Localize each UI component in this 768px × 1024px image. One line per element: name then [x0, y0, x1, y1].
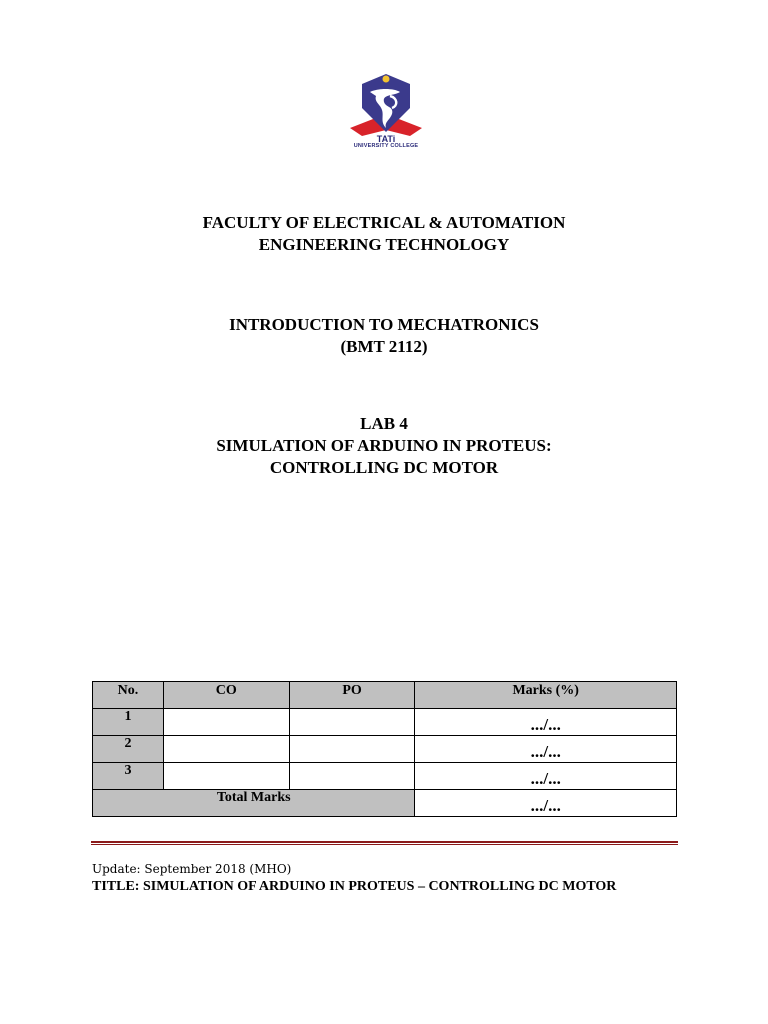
- logo-subtitle: UNIVERSITY COLLEGE: [353, 143, 419, 149]
- row-marks-cell[interactable]: .../...: [415, 763, 677, 790]
- footer-divider: [91, 841, 678, 845]
- row-marks-cell[interactable]: .../...: [415, 709, 677, 736]
- table-row: [93, 709, 677, 736]
- footer-update: Update: September 2018 (MHO): [92, 862, 292, 876]
- footer-title: TITLE: SIMULATION OF ARDUINO IN PROTEUS – CONTROLLING DC MOTOR: [92, 879, 617, 894]
- logo-wordmark: [340, 135, 432, 150]
- row-po-cell[interactable]: [289, 763, 415, 790]
- header-po: PO: [289, 682, 415, 709]
- course-code: (BMT 2112): [340, 337, 428, 356]
- logo-name: TATi: [376, 134, 396, 144]
- row-no: 1: [93, 709, 164, 736]
- marks-table: [92, 681, 677, 817]
- course-title: INTRODUCTION TO MECHATRONICS: [229, 315, 539, 334]
- row-co-cell[interactable]: [163, 709, 289, 736]
- row-co-cell[interactable]: [163, 763, 289, 790]
- faculty-line-2: ENGINEERING TECHNOLOGY: [258, 235, 510, 254]
- lab-title-line-1: SIMULATION OF ARDUINO IN PROTEUS:: [216, 436, 552, 455]
- total-row: [93, 790, 677, 817]
- faculty-line-1: FACULTY OF ELECTRICAL & AUTOMATION: [202, 213, 566, 232]
- row-no: 2: [93, 736, 164, 763]
- course-heading: [0, 314, 768, 358]
- row-po-cell[interactable]: [289, 736, 415, 763]
- header-marks: Marks (%): [415, 682, 677, 709]
- row-po-cell[interactable]: [289, 709, 415, 736]
- total-marks-cell[interactable]: .../...: [415, 790, 677, 817]
- table-row: [93, 763, 677, 790]
- lab-number: LAB 4: [360, 414, 408, 433]
- lab-title-line-2: CONTROLLING DC MOTOR: [269, 458, 499, 477]
- header-co: CO: [163, 682, 289, 709]
- faculty-heading: [0, 212, 768, 256]
- row-marks-cell[interactable]: .../...: [415, 736, 677, 763]
- header-no: No.: [93, 682, 164, 709]
- marks-table-header-row: [93, 682, 677, 709]
- lab-heading: [0, 413, 768, 479]
- total-marks-label: Total Marks: [93, 790, 415, 817]
- row-no: 3: [93, 763, 164, 790]
- logo-crest: [383, 76, 390, 83]
- row-co-cell[interactable]: [163, 736, 289, 763]
- table-row: [93, 736, 677, 763]
